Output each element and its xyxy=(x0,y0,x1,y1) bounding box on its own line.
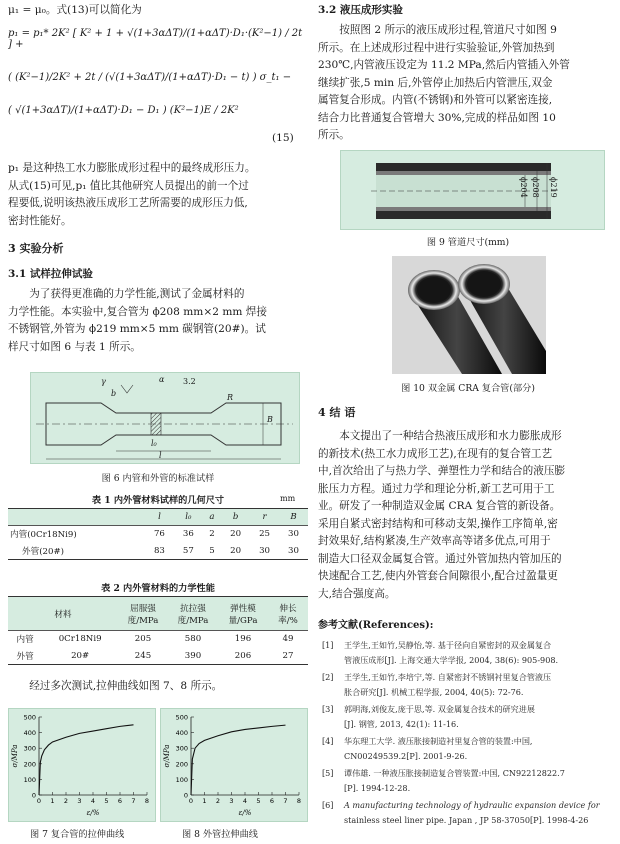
equation-line-3: ( √(1+3αΔT)/(1+αΔT)·D₁ − D₁ ) (K²−1)E / 2K² xyxy=(8,105,239,116)
table-header-row xyxy=(8,597,308,631)
table-header-cell: 弹性模量/GPa xyxy=(228,603,258,626)
y-tick-label: 100 xyxy=(23,775,36,784)
table-cell: 205 xyxy=(134,634,152,645)
figure-7-caption: 图 7 复合管的拉伸曲线 xyxy=(30,829,125,840)
table-row xyxy=(8,631,308,648)
text-line: 所示。在上述成形过程中进行实验验证,外管加热到 xyxy=(318,41,555,54)
x-axis-label: ε/% xyxy=(238,809,252,817)
figure-7-chart xyxy=(8,708,156,822)
reference-line: 胀合研究[J]. 机械工程学报, 2004, 40(5): 72-76. xyxy=(344,686,524,697)
table-cell: 30 xyxy=(288,545,299,556)
label-alpha: α xyxy=(159,375,165,384)
text-line: 按照图 2 所示的液压成形过程,管道尺寸如图 9 xyxy=(339,24,557,36)
y-tick-label: 200 xyxy=(23,760,36,769)
chart-7-svg xyxy=(9,709,157,823)
dim-middle: ϕ208 xyxy=(531,177,540,198)
section-4-heading: 4 结 语 xyxy=(318,406,356,419)
dim-inner: ϕ204 xyxy=(519,177,528,198)
table-header-cell: a xyxy=(209,512,215,522)
figure-6-caption: 图 6 内管和外管的标准试样 xyxy=(101,473,215,484)
text-line: 本文提出了一种结合热液压成形和水力膨胀成形 xyxy=(339,430,562,442)
x-tick-label: 4 xyxy=(242,797,248,805)
para-conclusion xyxy=(318,428,618,603)
y-axis-label: σ/MPa xyxy=(163,744,171,768)
table-header-cell xyxy=(8,509,145,526)
y-tick-label: 300 xyxy=(175,744,188,753)
para-tensile: 经过多次测试,拉伸曲线如图 7、8 所示。 xyxy=(29,680,223,692)
table-cell: 25 xyxy=(259,529,270,540)
x-tick-label: 1 xyxy=(50,797,55,805)
table-cell: 20# xyxy=(71,650,90,661)
x-tick-label: 6 xyxy=(269,797,275,805)
text-line: 业。研发了一种制造双金属 CRA 复合管的新设备。 xyxy=(318,500,561,512)
table-cell: 5 xyxy=(209,545,215,556)
text-line: 胀压力方程。通过力学和理论分析,新工艺可用于工 xyxy=(318,482,555,495)
para-3-2 xyxy=(318,22,618,145)
table-header-row xyxy=(8,509,308,526)
y-tick-label: 0 xyxy=(31,791,36,800)
reference-number: [3] xyxy=(322,704,334,714)
y-tick-label: 500 xyxy=(23,713,36,722)
table-cell: 20 xyxy=(230,545,242,556)
y-axis-label: σ/MPa xyxy=(11,744,19,768)
section-3-2-heading: 3.2 液压成形实验 xyxy=(318,4,403,16)
table-row xyxy=(8,526,308,543)
table-cell: 27 xyxy=(282,650,294,661)
y-tick-label: 400 xyxy=(175,729,188,738)
reference-item xyxy=(318,702,618,731)
reference-item xyxy=(318,638,618,667)
reference-number: [5] xyxy=(322,768,334,778)
text-line: 230℃,内管液压设定为 11.2 MPa,然后内管插入外管 xyxy=(318,59,570,71)
text-line: 采用自紧式密封结构和可移动支架,操作工序简单,密 xyxy=(318,517,558,530)
x-tick-label: 3 xyxy=(229,797,234,805)
table-header-cell: l xyxy=(158,512,161,522)
x-tick-label: 8 xyxy=(144,797,150,805)
table-header-cell: 屈服强度/MPa xyxy=(127,603,159,626)
label-l0: l₀ xyxy=(151,439,157,448)
x-tick-label: 5 xyxy=(256,797,261,805)
table-cell: 2 xyxy=(209,529,215,540)
figure-8-caption: 图 8 外管拉伸曲线 xyxy=(182,829,258,840)
text-line: 样尺寸如图 6 与表 1 所示。 xyxy=(8,340,141,353)
text-line: 制造大口径双金属复合管。通过外管加热内管加压的 xyxy=(318,552,562,565)
y-tick-label: 300 xyxy=(23,744,36,753)
table-header-cell: b xyxy=(232,512,239,522)
reference-line: CN00249539.2[P]. 2001-9-26. xyxy=(344,750,468,761)
figure-8-chart xyxy=(160,708,308,822)
table-2-title: 表 2 内外管材料的力学性能 xyxy=(101,583,215,594)
table-cell: 0Cr18Ni9 xyxy=(58,634,102,645)
reference-item xyxy=(318,734,618,763)
table-cell: 内管 xyxy=(16,635,34,646)
table-cell: 83 xyxy=(153,545,165,556)
pipe-drawing xyxy=(341,151,606,231)
text-line: 的新技术(热工水力成形工艺),在现有的复合管工艺 xyxy=(318,447,553,460)
reference-line: 管液压成形[J]. 上海交通大学学报, 2004, 38(6): 905-908. xyxy=(344,654,559,665)
table-header-cell: l₀ xyxy=(185,512,192,522)
table-2 xyxy=(8,596,308,665)
text-line: 不锈钢管,外管为 ϕ219 mm×5 mm 碳钢管(20#)。试 xyxy=(8,323,266,335)
text-line: 为了获得更准确的力学性能,测试了金属材料的 xyxy=(29,288,245,300)
table-header-cell: B xyxy=(290,512,297,522)
y-tick-label: 200 xyxy=(175,760,188,769)
reference-line: [J]. 钢管, 2013, 42(1): 11-16. xyxy=(344,718,459,729)
figure-10-photo xyxy=(392,256,546,374)
table-header-cell: 伸长率/% xyxy=(278,603,298,626)
label-l: l xyxy=(159,451,162,460)
x-axis-label: ε/% xyxy=(86,809,100,817)
series-line xyxy=(39,725,134,795)
reference-line: stainless steel liner pipe. Japan , JP 58-37050[P]. 1998-4-26 xyxy=(344,814,589,825)
x-tick-label: 2 xyxy=(215,797,221,805)
table-cell: 外管 xyxy=(16,651,34,662)
table-1 xyxy=(8,508,308,560)
table-cell: 245 xyxy=(134,650,152,661)
text-line: p₁ 是这种热工水力膨胀成形过程中的最终成形压力。 xyxy=(8,162,256,174)
reference-number: [4] xyxy=(322,736,334,746)
table-cell: 30 xyxy=(259,545,270,556)
chart-8-svg xyxy=(161,709,309,823)
references-title: 参考文献(References): xyxy=(318,620,434,631)
x-tick-label: 2 xyxy=(63,797,69,805)
text-line: 程要低,说明该热液压成形工艺所需要的成形压力低, xyxy=(8,197,248,209)
text-line: 继续扩张,5 min 后,外管停止加热后内管泄压,双金 xyxy=(318,76,553,89)
y-tick-label: 0 xyxy=(183,791,188,800)
figure-6-specimen xyxy=(30,372,300,464)
text-line: 结合力比普通复合管增大 30%,完成的样品如图 10 xyxy=(318,111,556,124)
text-line: 大,结合强度高。 xyxy=(318,587,396,600)
label-B: B xyxy=(267,415,273,424)
reference-line: 华东理工大学. 液压胀接制造衬里复合管的装置:中国, xyxy=(344,736,533,746)
text-line: 所示。 xyxy=(318,129,350,141)
table-1-title: 表 1 内外管材料试样的几何尺寸 xyxy=(91,495,225,506)
dim-outer: ϕ219 xyxy=(549,177,558,198)
x-tick-label: 6 xyxy=(117,797,123,805)
para-after-eq xyxy=(8,160,308,230)
x-tick-label: 3 xyxy=(77,797,82,805)
reference-item xyxy=(318,798,618,827)
reference-line: [P]. 1994-12-28. xyxy=(344,782,411,793)
reference-number: [1] xyxy=(322,640,334,650)
equation-number: (15) xyxy=(272,132,294,144)
table-row xyxy=(8,543,308,560)
x-tick-label: 8 xyxy=(296,797,302,805)
reference-item xyxy=(318,670,618,699)
table-cell: 76 xyxy=(153,529,165,540)
table-cell: 580 xyxy=(184,634,202,645)
table-cell: 196 xyxy=(234,634,252,645)
equation-line-1: p₁ = p₁* 2K² [ K² + 1 + √(1+3αΔT)/(1+αΔT)·D₁·(K²−1) / 2t ] + xyxy=(8,28,303,50)
text-line: 中,首次给出了与热力学、弹塑性力学和结合的液压膨 xyxy=(318,465,566,477)
reference-number: [6] xyxy=(322,800,334,810)
text-line: 密封性能好。 xyxy=(8,214,72,227)
y-tick-label: 500 xyxy=(175,713,188,722)
table-cell: 206 xyxy=(234,650,252,661)
table-cell: 57 xyxy=(182,545,194,556)
text-line: 力学性能。本实验中,复合管为 ϕ208 mm×2 mm 焊接 xyxy=(8,305,267,318)
x-tick-label: 7 xyxy=(283,797,288,805)
intro-line: μ₁ = μ₀。式(13)可以简化为 xyxy=(8,4,142,16)
y-tick-label: 100 xyxy=(175,775,188,784)
table-cell: 49 xyxy=(282,634,294,645)
pipes-photo-drawing xyxy=(392,256,546,374)
text-line: 从式(15)可见,p₁ 值比其他研究人员提出的前一个过 xyxy=(8,179,249,192)
table-cell: 20 xyxy=(230,529,242,540)
text-line: 属管复合形成。内管(不锈钢)和外管可以紧密连接, xyxy=(318,94,553,106)
text-line: 封效果好,结构紧凑,生产效率高等诸多优点,可用于 xyxy=(318,535,551,547)
para-3-1 xyxy=(8,286,308,356)
table-header-cell: r xyxy=(262,512,267,522)
reference-line: 郭明海,刘俊友,庞于思,等. 双金属复合技术的研究进展 xyxy=(344,704,535,714)
series-line xyxy=(191,725,286,795)
section-3-1-heading: 3.1 试样拉伸试验 xyxy=(8,268,93,280)
table-1-unit: mm xyxy=(280,494,296,503)
text-line: 快速配合工艺,使内外管套合间隙很小,配合过盈量更 xyxy=(318,570,558,582)
table-cell: 外管(20#) xyxy=(22,546,65,557)
specimen-drawing xyxy=(31,373,301,465)
label-gamma: γ xyxy=(101,377,106,386)
x-tick-label: 1 xyxy=(202,797,207,805)
x-tick-label: 0 xyxy=(36,797,42,805)
reference-line: 王学生,王如竹,李培宁,等. 自紧密封不锈钢衬里复合管液压 xyxy=(344,672,552,682)
label-R: R xyxy=(227,393,234,402)
reference-number: [2] xyxy=(322,672,334,682)
section-3-heading: 3 实验分析 xyxy=(8,242,64,255)
label-b: b xyxy=(111,389,117,398)
references-list xyxy=(318,638,618,830)
reference-item xyxy=(318,766,618,795)
figure-9-pipe xyxy=(340,150,605,230)
table-cell: 36 xyxy=(182,529,194,540)
x-tick-label: 0 xyxy=(188,797,194,805)
label-roughness: 3.2 xyxy=(183,377,196,386)
reference-line: 王学生,王如竹,吴静怡,等. 基于径向自紧密封的双金属复合 xyxy=(344,640,552,650)
figure-10-caption: 图 10 双金属 CRA 复合管(部分) xyxy=(401,383,535,394)
table-row xyxy=(8,648,308,665)
x-tick-label: 5 xyxy=(104,797,109,805)
equation-line-2: ( (K²−1)/2K² + 2t / (√(1+3αΔT)/(1+αΔT)·D₁ − t) ) σ_t₁ − xyxy=(8,72,292,83)
y-tick-label: 400 xyxy=(23,729,36,738)
reference-line: A manufacturing technology of hydraulic expansion device for xyxy=(344,800,600,810)
x-tick-label: 4 xyxy=(90,797,96,805)
figure-9-caption: 图 9 管道尺寸(mm) xyxy=(426,237,510,248)
x-tick-label: 7 xyxy=(131,797,136,805)
table-header-cell: 材料 xyxy=(54,609,72,620)
table-cell: 内管(0Cr18Ni9) xyxy=(10,530,77,541)
table-cell: 390 xyxy=(184,650,202,661)
table-cell: 30 xyxy=(288,529,299,540)
reference-line: 谭伟雄. 一种液压胀接制造复合管装置:中国, CN92212822.7 xyxy=(344,768,565,778)
table-header-cell: 抗拉强度/MPa xyxy=(177,603,209,626)
equation-15 xyxy=(8,28,308,116)
